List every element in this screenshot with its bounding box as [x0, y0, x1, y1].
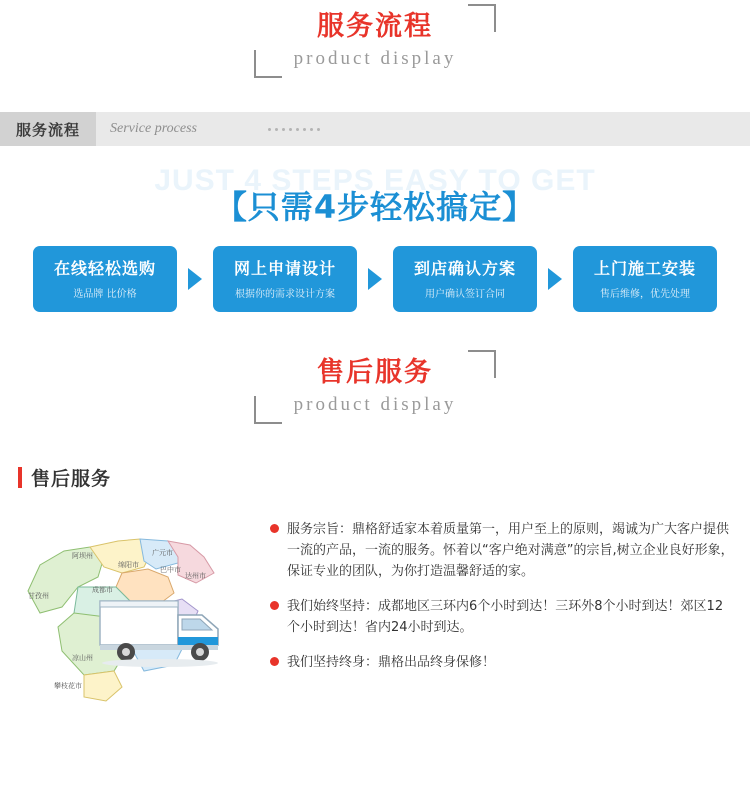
dot-icon [275, 128, 278, 131]
step-title: 在线轻松选购 [53, 259, 156, 278]
hero-title-en: product display [293, 394, 457, 415]
step-card-3 [393, 246, 537, 312]
hero-inner [254, 0, 497, 82]
slogan-ghost-text: JUST 4 STEPS EASY TO GET [154, 164, 596, 197]
bullet-dot-icon [270, 601, 279, 610]
bracket-bottom-left-icon [254, 50, 282, 78]
map-label: 攀枝花市 [54, 682, 82, 690]
bracket-top-right-icon [468, 4, 496, 32]
map-label: 成都市 [92, 586, 113, 594]
service-process-hero [0, 0, 750, 100]
dot-icon [317, 128, 320, 131]
bullet-text: 我们始终坚持：成都地区三环内6个小时到达！三环外8个小时到达！郊区12个小时到达！省内24小时到达。 [287, 599, 724, 635]
red-bar-accent [18, 467, 22, 488]
step-subtitle: 用户确认签订合同 [425, 289, 505, 300]
step-subtitle: 根据你的需求设计方案 [235, 289, 335, 300]
sichuan-map [10, 513, 260, 723]
bracket-top-right-icon [468, 350, 496, 378]
after-sales-hero [0, 346, 750, 446]
tabbar-dots [211, 112, 750, 146]
step-card-4 [573, 246, 717, 312]
list-item [270, 596, 736, 638]
dot-icon [296, 128, 299, 131]
after-sales-bullet-list [260, 513, 736, 723]
arrow-right-icon [188, 268, 202, 290]
dot-row [268, 128, 320, 131]
dot-icon [303, 128, 306, 131]
slogan-main-text: 【只需4步轻松搞定】 [214, 188, 536, 226]
step-title: 网上申请设计 [233, 259, 336, 278]
after-sales-content [0, 513, 750, 723]
dot-icon [289, 128, 292, 131]
map-label: 巴中市 [160, 566, 181, 574]
map-label: 凉山州 [72, 654, 93, 662]
map-label: 达州市 [185, 572, 206, 580]
step-title: 到店确认方案 [413, 259, 516, 278]
dot-icon [282, 128, 285, 131]
arrow-right-icon [548, 268, 562, 290]
bullet-text: 我们坚持终身：鼎格出品终身保修！ [287, 655, 496, 670]
step-card-1 [33, 246, 177, 312]
hero-inner [254, 346, 497, 428]
bullet-text: 服务宗旨：鼎格舒适家本着质量第一，用户至上的原则，竭诚为广大客户提供一流的产品，一流的服务。怀着以“客户绝对满意”的宗旨,树立企业良好形象，保证专业的团队，为你打造温馨舒适的家。 [287, 522, 734, 579]
arrow-right-icon [368, 268, 382, 290]
dot-icon [310, 128, 313, 131]
step-title: 上门施工安装 [593, 259, 696, 278]
delivery-truck-icon [98, 585, 248, 669]
map-label: 绵阳市 [118, 561, 139, 569]
slogan-block [0, 162, 750, 240]
map-label: 甘孜州 [28, 592, 49, 600]
step-subtitle: 售后维修，优先处理 [600, 289, 690, 300]
list-item [270, 519, 736, 582]
steps-row [0, 246, 750, 312]
after-sales-heading [18, 464, 750, 491]
hero-title-cn: 服务流程 [317, 11, 433, 42]
tab-service-process-subtitle: Service process [110, 121, 197, 136]
service-process-tabbar [0, 112, 750, 146]
bullet-dot-icon [270, 524, 279, 533]
dot-icon [268, 128, 271, 131]
tab-service-process[interactable]: 服务流程 [0, 112, 96, 146]
after-sales-heading-text: 售后服务 [31, 468, 112, 490]
step-card-2 [213, 246, 357, 312]
map-label: 广元市 [152, 549, 173, 557]
list-item [270, 652, 736, 673]
hero-title-cn: 售后服务 [317, 357, 433, 388]
bracket-bottom-left-icon [254, 396, 282, 424]
step-subtitle: 选品牌 比价格 [73, 289, 137, 300]
hero-title-en: product display [293, 48, 457, 69]
bullet-dot-icon [270, 657, 279, 666]
map-label: 阿坝州 [72, 552, 93, 560]
